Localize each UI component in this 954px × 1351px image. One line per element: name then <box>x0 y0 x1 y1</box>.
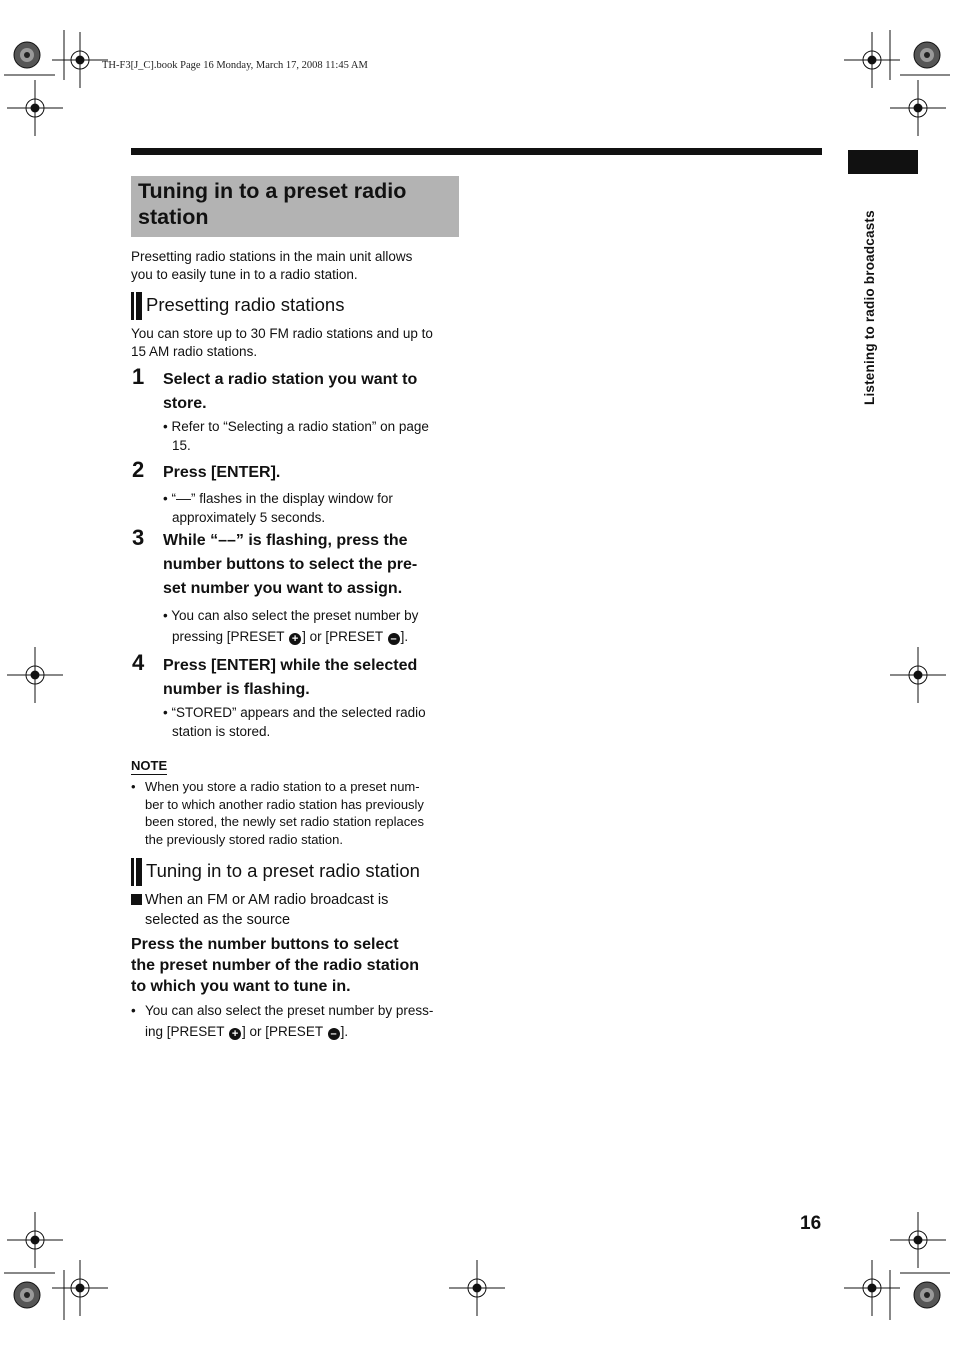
step-4-text: Press [ENTER] while the selected number is flashing. <box>163 657 418 698</box>
step-1-text: Select a radio station you want to store. <box>163 371 418 412</box>
tuning-instruction: Press the number buttons to select the preset number of the radio station to which you want to tune in. <box>131 936 420 995</box>
step-4-bullet: • “STORED” appears and the selected radio station is stored. <box>163 705 426 739</box>
note-body: • When you store a radio station to a preset num- ber to which another radio station has previously been stored, the newly set radio station replaces the previously stored radio station. <box>131 779 424 848</box>
subheading-bar <box>131 858 142 886</box>
preset-plus-icon: + <box>289 633 301 645</box>
subheading-presetting: Presetting radio stations <box>146 294 345 315</box>
step-number: 3 <box>132 525 145 550</box>
step-number: 4 <box>132 650 145 675</box>
intro-text: Presetting radio stations in the main unit allows you to easily tune in to a radio station. <box>131 249 413 282</box>
square-bullet-icon <box>131 894 142 905</box>
tuning-bullet: • You can also select the preset number by press- ing [PRESET + ] or [PRESET – ]. <box>131 1003 434 1040</box>
presetting-description: You can store up to 30 FM radio stations and up to 15 AM radio stations. <box>131 326 433 359</box>
step-3-bullet: • You can also select the preset number by pressing [PRESET + ] or [PRESET – ]. <box>163 608 419 645</box>
step-1-bullet: • Refer to “Selecting a radio station” on page 15. <box>163 419 429 453</box>
subheading-bar <box>131 292 142 320</box>
section-title-box <box>131 176 459 237</box>
title-line-1: Tuning in to a preset radio <box>138 179 407 203</box>
step-2-text: Press [ENTER]. <box>163 464 281 481</box>
step-2-bullet: • “––” flashes in the display window for approximately 5 seconds. <box>163 491 393 525</box>
preset-minus-icon: – <box>328 1028 340 1040</box>
subheading-tuning: Tuning in to a preset radio station <box>146 860 420 881</box>
preset-minus-icon: – <box>388 633 400 645</box>
source-condition: When an FM or AM radio broadcast is selected as the source <box>131 891 388 930</box>
step-number: 2 <box>132 457 145 482</box>
note-label: NOTE <box>131 758 168 773</box>
top-rule <box>131 148 822 155</box>
step-number: 1 <box>132 364 145 389</box>
chapter-tab <box>848 150 918 174</box>
side-chapter-label: Listening to radio broadcasts <box>862 210 877 405</box>
file-info-header: TH-F3[J_C].book Page 16 Monday, March 17, 2008 11:45 AM <box>102 60 368 71</box>
page-number: 16 <box>800 1213 822 1234</box>
title-line-2: station <box>138 205 209 229</box>
step-3-text: While “––” is flashing, press the number buttons to select the pre- set number you want to assign. <box>163 532 418 597</box>
preset-plus-icon: + <box>229 1028 241 1040</box>
